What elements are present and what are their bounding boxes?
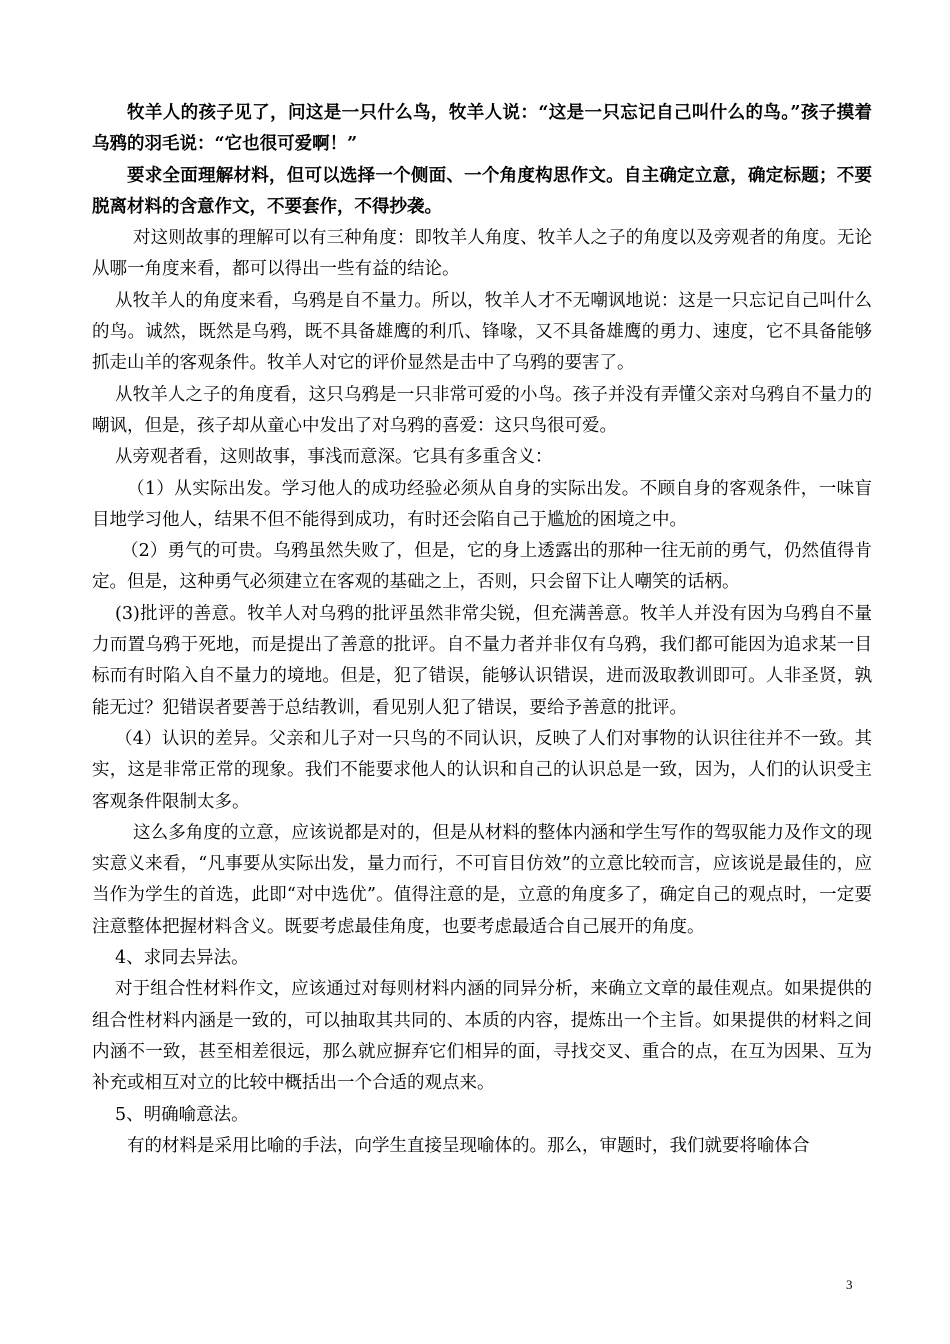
- son-view-paragraph: 从牧羊人之子的角度看，这只乌鸦是一只非常可爱的小鸟。孩子并没有弄懂父亲对乌鸦自不量力的嘲讽，但是，孩子却从童心中发出了对乌鸦的喜爱：这只鸟很可爱。: [92, 384, 872, 436]
- method-5-heading: 5、明确喻意法。: [115, 1104, 249, 1125]
- method-4-paragraph: 对于组合性材料作文，应该通过对每则材料内涵的同异分析，来确立文章的最佳观点。如果提供的组合性材料内涵是一致的，可以抽取其共同的、本质的内容，提炼出一个主旨。如果提供的材料之间内涵不一致，甚至相差很远，那么就应摒弃它们相异的面，寻找交叉、重合的点，在互为因果、互为补充或相互对立的比较中概括出一个合适的观点来。: [92, 979, 872, 1094]
- point-2-paragraph: （2）勇气的可贵。乌鸦虽然失败了，但是，它的身上透露出的那种一往无前的勇气，仍然值得肯定。但是，这种勇气必须建立在客观的基础之上，否则，只会留下让人嘲笑的话柄。: [92, 541, 872, 593]
- page-number: 3: [846, 1277, 853, 1292]
- point-3-paragraph: (3)批评的善意。牧羊人对乌鸦的批评虽然非常尖锐，但充满善意。牧羊人并没有因为乌鸦自不量力而置乌鸦于死地，而是提出了善意的批评。自不量力者并非仅有乌鸦，我们都可能因为追求某一目标而有时陷入自不量力的境地。但是，犯了错误，能够认识错误，进而汲取教训即可。人非圣贤，孰能无过？犯错误者要善于总结教训，看见别人犯了错误，要给予善意的批评。: [92, 603, 872, 718]
- material-paragraph-2: 要求全面理解材料，但可以选择一个侧面、一个角度构思作文。自主确定立意，确定标题；不要脱离材料的含意作文，不要套作，不得抄袭。: [92, 165, 872, 217]
- method-5-paragraph: 有的材料是采用比喻的手法，向学生直接呈现喻体的。那么，审题时，我们就要将喻体合: [127, 1135, 810, 1156]
- point-1-paragraph: （1）从实际出发。学习他人的成功经验必须从自身的实际出发。不顾自身的客观条件，一味盲目地学习他人，结果不但不能得到成功，有时还会陷自己于尴尬的困境之中。: [92, 478, 872, 530]
- method-4-heading: 4、求同去异法。: [115, 948, 249, 969]
- body-text: [92, 98, 872, 1162]
- shepherd-view-paragraph: 从牧羊人的角度来看，乌鸦是自不量力。所以，牧羊人才不无嘲讽地说：这是一只忘记自己叫什么的鸟。诚然，既然是乌鸦，既不具备雄鹰的利爪、锋喙，又不具备雄鹰的勇力、速度，它不具备能够抓走山羊的客观条件。牧羊人对它的评价显然是击中了乌鸦的要害了。: [92, 290, 872, 374]
- observer-view-paragraph: 从旁观者看，这则故事，事浅而意深。它具有多重含义：: [115, 447, 553, 468]
- conclusion-paragraph: 这么多角度的立意，应该说都是对的，但是从材料的整体内涵和学生写作的驾驭能力及作文的现实意义来看，“凡事要从实际出发，量力而行，不可盲目仿效”的立意比较而言，应该说是最佳的，应当作为学生的首选，此即“对中选优”。值得注意的是，立意的角度多了，确定自己的观点时，一定要注意整体把握材料含义。既要考虑最佳角度，也要考虑最适合自己展开的角度。: [92, 822, 872, 937]
- analysis-paragraph-1: 对这则故事的理解可以有三种角度：即牧羊人角度、牧羊人之子的角度以及旁观者的角度。无论从哪一角度来看，都可以得出一些有益的结论。: [92, 228, 872, 280]
- point-4-paragraph: （4）认识的差异。父亲和儿子对一只鸟的不同认识，反映了人们对事物的认识往往并不一致。其实，这是非常正常的现象。我们不能要求他人的认识和自己的认识总是一致，因为，人们的认识受主客观条件限制太多。: [92, 728, 872, 812]
- material-paragraph-1: 牧羊人的孩子见了，问这是一只什么鸟，牧羊人说：“这是一只忘记自己叫什么的鸟。”孩子摸着乌鸦的羽毛说：“它也很可爱啊！”: [92, 103, 872, 155]
